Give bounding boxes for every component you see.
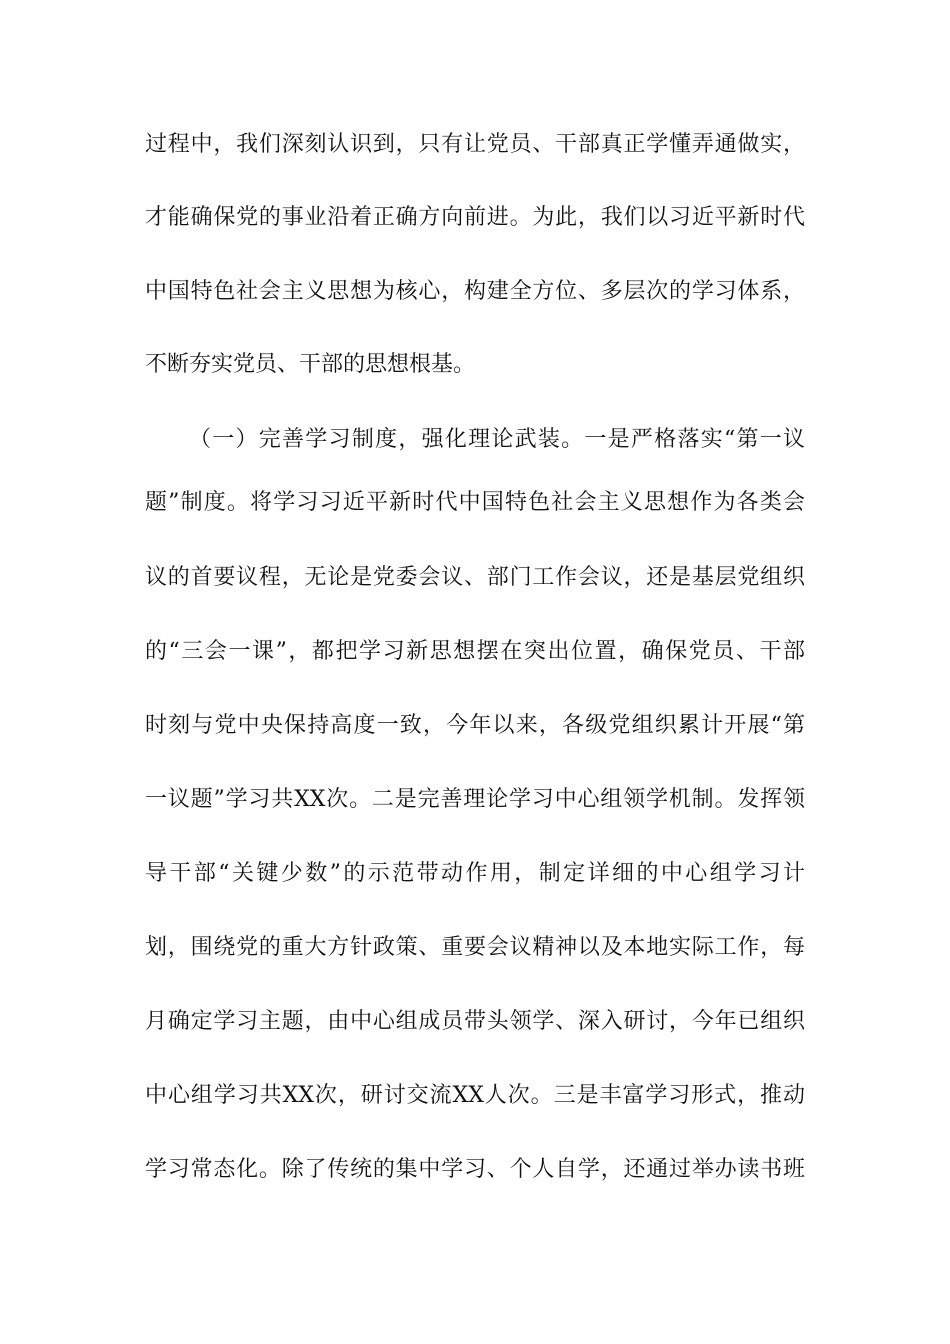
paragraph-line: 不断夯实党员、干部的思想根基。 — [145, 352, 476, 377]
paragraph-line: 学习常态化。除了传统的集中学习、个人自学，还通过举办读书班 — [145, 1157, 805, 1182]
paragraph-line: 划，围绕党的重大方针政策、重要会议精神以及本地实际工作，每 — [145, 935, 805, 960]
paragraph-line: 过程中，我们深刻认识到，只有让党员、干部真正学懂弄通做实， — [145, 132, 805, 157]
paragraph-line: 中心组学习共XX次，研讨交流XX人次。三是丰富学习形式，推动 — [145, 1083, 805, 1108]
paragraph-line: 时刻与党中央保持高度一致，今年以来，各级党组织累计开展“第 — [145, 713, 805, 738]
paragraph-line: 议的首要议程，无论是党委会议、部门工作会议，还是基层党组织 — [145, 565, 805, 590]
paragraph-line: 导干部“关键少数”的示范带动作用，制定详细的中心组学习计 — [145, 861, 805, 886]
paragraph-line: 中国特色社会主义思想为核心，构建全方位、多层次的学习体系， — [145, 279, 805, 304]
section-heading-line: （一）完善学习制度，强化理论武装。一是严格落实“第一议 — [189, 427, 805, 452]
paragraph-line: 题”制度。将学习习近平新时代中国特色社会主义思想作为各类会 — [145, 490, 805, 515]
paragraph-line: 才能确保党的事业沿着正确方向前进。为此，我们以习近平新时代 — [145, 205, 805, 230]
paragraph-line: 的“三会一课”，都把学习新思想摆在突出位置，确保党员、干部 — [145, 639, 805, 664]
paragraph-line: 一议题”学习共XX次。二是完善理论学习中心组领学机制。发挥领 — [145, 787, 805, 812]
paragraph-line: 月确定学习主题，由中心组成员带头领学、深入研讨，今年已组织 — [145, 1009, 805, 1034]
